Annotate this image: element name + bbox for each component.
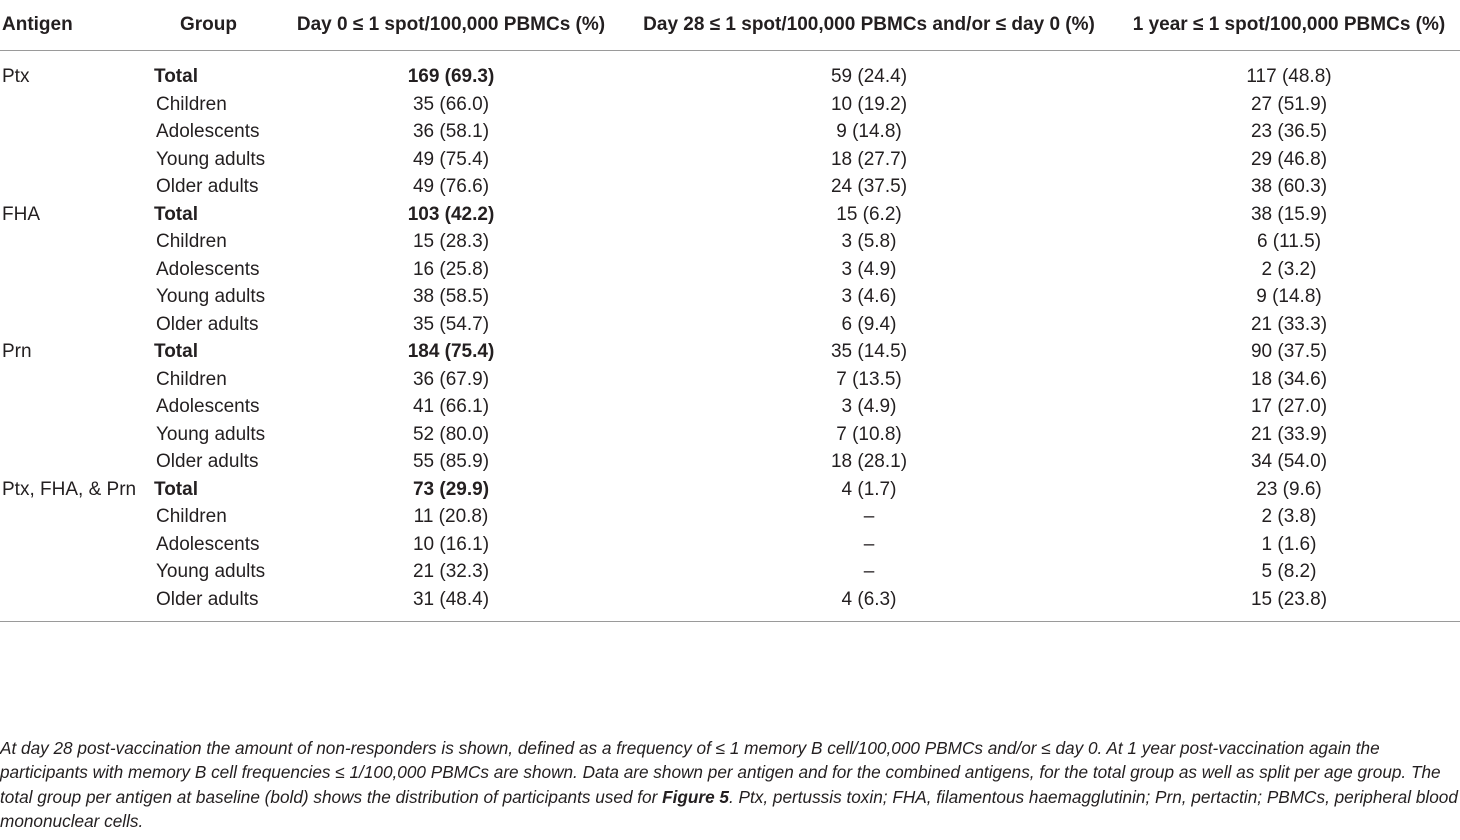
group-cell: Children (156, 93, 227, 115)
table-row (0, 91, 1460, 119)
antigen-cell (0, 173, 150, 201)
group-cell: Total (154, 203, 198, 225)
day0-cell: 31 (48.4) (412, 588, 490, 610)
group-cell: Adolescents (156, 121, 260, 142)
table-row (0, 366, 1460, 394)
year1-cell: 34 (54.0) (1250, 451, 1328, 472)
header-day28: Day 28 ≤ 1 spot/100,000 PBMCs and/or ≤ day 0 (%) (620, 0, 1118, 51)
day0-cell: 35 (54.7) (412, 313, 490, 335)
day0-cell: 169 (69.3) (407, 66, 495, 87)
day0-cell: 103 (42.2) (407, 203, 495, 225)
year1-cell: 6 (11.5) (1256, 231, 1322, 252)
table-row (0, 421, 1460, 449)
year1-cell: 1 (1.6) (1261, 533, 1317, 555)
group-cell: Adolescents (156, 533, 260, 555)
header-year1: 1 year ≤ 1 spot/100,000 PBMCs (%) (1118, 0, 1460, 51)
antigen-cell (0, 531, 150, 559)
group-cell: Children (156, 506, 227, 527)
table-row (0, 51, 1460, 91)
group-cell: Young adults (156, 561, 266, 582)
table-row (0, 283, 1460, 311)
day28-cell: – (863, 506, 875, 527)
table-row (0, 256, 1460, 284)
table-row (0, 393, 1460, 421)
day28-cell: 15 (6.2) (836, 203, 902, 225)
caption-text-end: . Ptx, pertussis toxin; FHA, filamentous haemagglutinin; Prn, pertactin; PBMCs, peripheral blood mononuclear cells. (0, 786, 1458, 832)
day28-cell: 7 (13.5) (836, 368, 902, 390)
caption-text: At day 28 post-vaccination the amount of non-responders is shown, defined as a frequency of ≤ 1 memory B cell/100,000 PBMCs and/or ≤ day 0. At 1 year post-vaccination again the participants with memory B cell frequencies ≤ 1/100,000 PBMCs are shown. Data are shown per antigen and for the combined antigens, for the total group as well as split per age group. The total group per antigen at baseline (bold) shows the distribution of participants used for (0, 738, 1441, 807)
day0-cell: 73 (29.9) (412, 478, 490, 500)
year1-cell: 17 (27.0) (1250, 396, 1328, 417)
group-cell: Total (154, 478, 198, 500)
day28-cell: 24 (37.5) (830, 176, 908, 197)
antigen-cell (0, 503, 150, 531)
group-cell: Older adults (156, 313, 259, 335)
table-row (0, 558, 1460, 586)
day28-cell: 3 (5.8) (841, 231, 897, 252)
day28-cell: 3 (4.9) (841, 396, 897, 417)
antigen-cell (0, 118, 150, 146)
year1-cell: 117 (48.8) (1246, 66, 1332, 87)
day28-cell: 4 (6.3) (841, 588, 897, 610)
day28-cell: 59 (24.4) (830, 66, 908, 87)
group-cell: Young adults (156, 286, 266, 307)
header-group: Group (150, 0, 282, 51)
year1-cell: 29 (46.8) (1250, 148, 1328, 170)
day0-cell: 21 (32.3) (412, 561, 490, 582)
day28-cell: 35 (14.5) (830, 341, 908, 362)
year1-cell: 21 (33.3) (1250, 313, 1328, 335)
day0-cell: 49 (75.4) (412, 148, 490, 170)
table-row (0, 338, 1460, 366)
day0-cell: 38 (58.5) (412, 286, 490, 307)
table-row (0, 201, 1460, 229)
day28-cell: 9 (14.8) (836, 121, 902, 142)
year1-cell: 2 (3.2) (1261, 258, 1317, 280)
group-cell: Older adults (156, 451, 259, 472)
antigen-cell (0, 91, 150, 119)
group-cell: Adolescents (156, 258, 260, 280)
table-header (0, 0, 1460, 51)
day0-cell: 16 (25.8) (412, 258, 490, 280)
group-cell: Adolescents (156, 396, 260, 417)
day28-cell: 3 (4.6) (841, 286, 897, 307)
group-cell: Total (154, 341, 198, 362)
antigen-cell: FHA (2, 203, 40, 225)
antigen-cell (0, 421, 150, 449)
year1-cell: 23 (9.6) (1256, 478, 1322, 500)
antigen-cell (0, 448, 150, 476)
group-cell: Young adults (156, 423, 266, 445)
day28-cell: 3 (4.9) (841, 258, 897, 280)
table-row (0, 586, 1460, 622)
year1-cell: 9 (14.8) (1256, 286, 1322, 307)
day0-cell: 10 (16.1) (412, 533, 490, 555)
antigen-cell (0, 311, 150, 339)
table-row (0, 476, 1460, 504)
group-cell: Older adults (156, 176, 259, 197)
antigen-cell (0, 283, 150, 311)
year1-cell: 90 (37.5) (1250, 341, 1328, 362)
antigen-cell (0, 393, 150, 421)
group-cell: Children (156, 231, 227, 252)
table-row (0, 228, 1460, 256)
antigen-cell (0, 366, 150, 394)
day0-cell: 41 (66.1) (412, 396, 490, 417)
table-row (0, 311, 1460, 339)
day0-cell: 184 (75.4) (407, 341, 495, 362)
figure-reference: Figure 5 (662, 786, 729, 807)
year1-cell: 5 (8.2) (1261, 561, 1317, 582)
day28-cell: 6 (9.4) (841, 313, 897, 335)
antigen-cell (0, 558, 150, 586)
header-day0: Day 0 ≤ 1 spot/100,000 PBMCs (%) (282, 0, 620, 51)
day28-cell: 7 (10.8) (836, 423, 902, 445)
year1-cell: 38 (15.9) (1250, 203, 1328, 225)
header-antigen: Antigen (0, 0, 150, 51)
table-row (0, 448, 1460, 476)
day0-cell: 52 (80.0) (412, 423, 490, 445)
day28-cell: 10 (19.2) (830, 93, 908, 115)
day28-cell: – (863, 533, 875, 555)
year1-cell: 2 (3.8) (1261, 506, 1317, 527)
antigen-cell (0, 228, 150, 256)
antigen-cell: Ptx (2, 66, 30, 87)
antigen-cell (0, 256, 150, 284)
table-row (0, 531, 1460, 559)
table-body (0, 51, 1460, 622)
table-row (0, 503, 1460, 531)
antigen-cell (0, 586, 150, 622)
day0-cell: 15 (28.3) (412, 231, 490, 252)
group-cell: Older adults (156, 588, 259, 610)
day0-cell: 35 (66.0) (412, 93, 490, 115)
day0-cell: 36 (58.1) (412, 121, 490, 142)
day28-cell: – (863, 561, 875, 582)
group-cell: Total (154, 66, 198, 87)
table-row (0, 146, 1460, 174)
day0-cell: 55 (85.9) (412, 451, 490, 472)
year1-cell: 38 (60.3) (1250, 176, 1328, 197)
table-caption (0, 736, 1458, 834)
day28-cell: 18 (28.1) (830, 451, 908, 472)
year1-cell: 27 (51.9) (1250, 93, 1328, 115)
year1-cell: 23 (36.5) (1250, 121, 1328, 142)
group-cell: Children (156, 368, 227, 390)
day0-cell: 36 (67.9) (412, 368, 490, 390)
day28-cell: 4 (1.7) (841, 478, 897, 500)
table-row (0, 173, 1460, 201)
day28-cell: 18 (27.7) (830, 148, 908, 170)
group-cell: Young adults (156, 148, 266, 170)
header-row (0, 0, 1460, 51)
day0-cell: 11 (20.8) (413, 506, 489, 527)
antigen-cell: Prn (2, 341, 32, 362)
year1-cell: 15 (23.8) (1250, 588, 1328, 610)
year1-cell: 18 (34.6) (1250, 368, 1328, 390)
year1-cell: 21 (33.9) (1250, 423, 1328, 445)
antigen-cell: Ptx, FHA, & Prn (2, 478, 137, 500)
antigen-cell (0, 146, 150, 174)
day0-cell: 49 (76.6) (412, 176, 490, 197)
table-row (0, 118, 1460, 146)
